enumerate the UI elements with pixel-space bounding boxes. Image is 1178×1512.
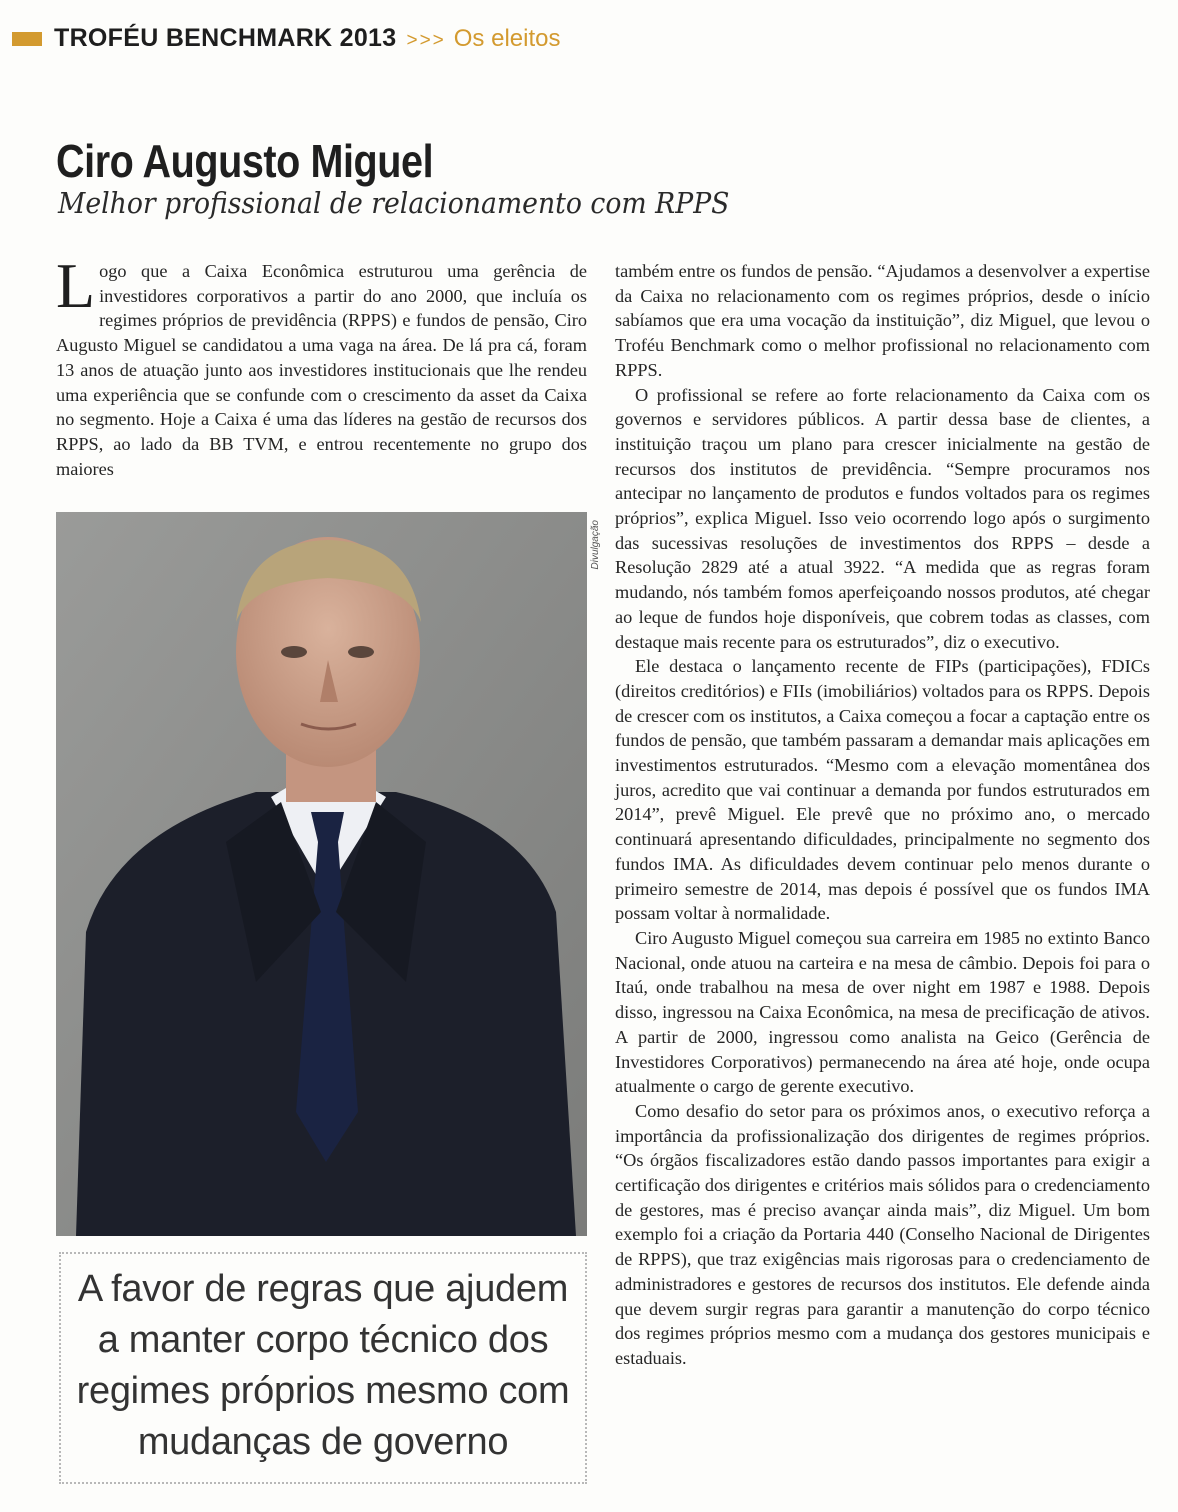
body-paragraph-4: Ciro Augusto Miguel começou sua carreira em 1985 no extinto Banco Nacional, onde atuou na carteira e na mesa de câmbio. Depois foi para o Itaú, onde trabalhou na mesa de over night em 1987 e 1988. Depois disso, ingressou na Caixa Econômica, na mesa de precificação de ativos. A partir de 2000, ingressou como analista na Geico (Gerência de Investidores Corporativos) permanecendo na área até hoje, onde ocupa atualmente o cargo de gerente executivo. bbox=[615, 927, 1150, 1097]
body-paragraph-3: Ele destaca o lançamento recente de FIPs (participações), FDICs (direitos creditórios) e FIIs (imobiliários) voltados para os RPPS. Depois de crescer com os institutos, a Caixa começou a focar a captação entre os fundos de pensão, que também passaram a demandar mais aplicações em investimentos estruturados. “Mesmo com a elevação momentânea dos juros, acredito que vai continuar a demanda por fundos estruturados em 2014”, prevê Miguel. Ele prevê que no próximo ano, o mercado continuará apresentando dificuldades, principalmente no segmento dos fundos IMA. As dificuldades devem continuar pelo menos durante o primeiro semestre de 2014, mas depois é possível que os fundos IMA possam voltar à normalidade. bbox=[615, 656, 1150, 924]
header-section: Os eleitos bbox=[453, 25, 561, 52]
article-subtitle: Melhor profissional de relacionamento com RPPS bbox=[58, 186, 730, 220]
article-title: Ciro Augusto Miguel bbox=[56, 135, 434, 187]
right-column-text bbox=[615, 259, 1150, 1371]
photo-credit: Divulgação bbox=[590, 520, 601, 570]
drop-cap: L bbox=[56, 250, 96, 321]
portrait-illustration bbox=[56, 512, 587, 1236]
body-paragraph-2: O profissional se refere ao forte relacionamento da Caixa com os governos e servidores públicos. A partir dessa base de clientes, a instituição traçou um plano para crescer inicialmente na gestão de recursos dos institutos de previdência. “Sempre procuramos nos antecipar no lançamento de produtos e fundos voltados para os regimes próprios”, explica Miguel. Isso veio ocorrendo logo após o surgimento das sucessivas resoluções de investimentos dos RPPS – desde a Resolução 2829 até a atual 3922. “A medida que as regras foram mudando, nós também fomos aperfeiçoando nossos produtos, até chegar ao leque de fundos hoje disponíveis, que cobrem todas as classes, com destaque mais recente para os estruturados”, diz o executivo. bbox=[615, 384, 1150, 652]
pull-quote: A favor de regras que ajudem a manter corpo técnico dos regimes próprios mesmo com mudanças de governo bbox=[76, 1268, 570, 1463]
intro-paragraph: ogo que a Caixa Econômica estruturou uma gerência de investidores corporativos a partir do ano 2000, que incluía os regimes próprios de previdência (RPPS) e fundos de pensão, Ciro Augusto Miguel se candidatou a uma vaga na área. De lá pra cá, foram 13 anos de atuação junto aos investidores institucionais que lhe rendeu uma experiência que se confunde com o crescimento da asset da Caixa no segmento. Hoje a Caixa é uma das líderes na gestão de recursos dos RPPS, ao lado da BB TVM, e entrou recentemente no grupo dos maiores bbox=[56, 261, 587, 479]
portrait-photo bbox=[56, 512, 587, 1236]
header-brand: TROFÉU BENCHMARK 2013 bbox=[54, 24, 397, 52]
page-header bbox=[54, 24, 560, 53]
header-arrows: >>> bbox=[406, 30, 446, 51]
body-paragraph-5: Como desafio do setor para os próximos anos, o executivo reforça a importância da profissionalização dos dirigentes de regimes próprios. “Os órgãos fiscalizadores estão dando passos importantes para exigir a certificação dos dirigentes e critérios mais sólidos para o credenciamento de gestores, mas é preciso avançar ainda mais”, diz Miguel. Um bom exemplo foi a criação da Portaria 440 (Conselho Nacional de Dirigentes de RPPS), que traz exigências mais rigorosas para o credenciamento de administradores e gestores de recursos dos institutos. Ele defende ainda que devem surgir regras para garantir a manutenção do corpo técnico dos regimes próprios mesmo com a mudança dos gestores municipais e estaduais. bbox=[615, 1100, 1150, 1368]
header-accent-bar bbox=[12, 32, 42, 46]
body-paragraph-1: também entre os fundos de pensão. “Ajudamos a desenvolver a expertise da Caixa no relacionamento com os regimes próprios, desde o início sabíamos que era uma vocação da instituição”, diz Miguel, que levou o Troféu Benchmark como o melhor profissional no relacionamento com RPPS. bbox=[615, 261, 1150, 380]
left-column-text bbox=[56, 250, 587, 481]
